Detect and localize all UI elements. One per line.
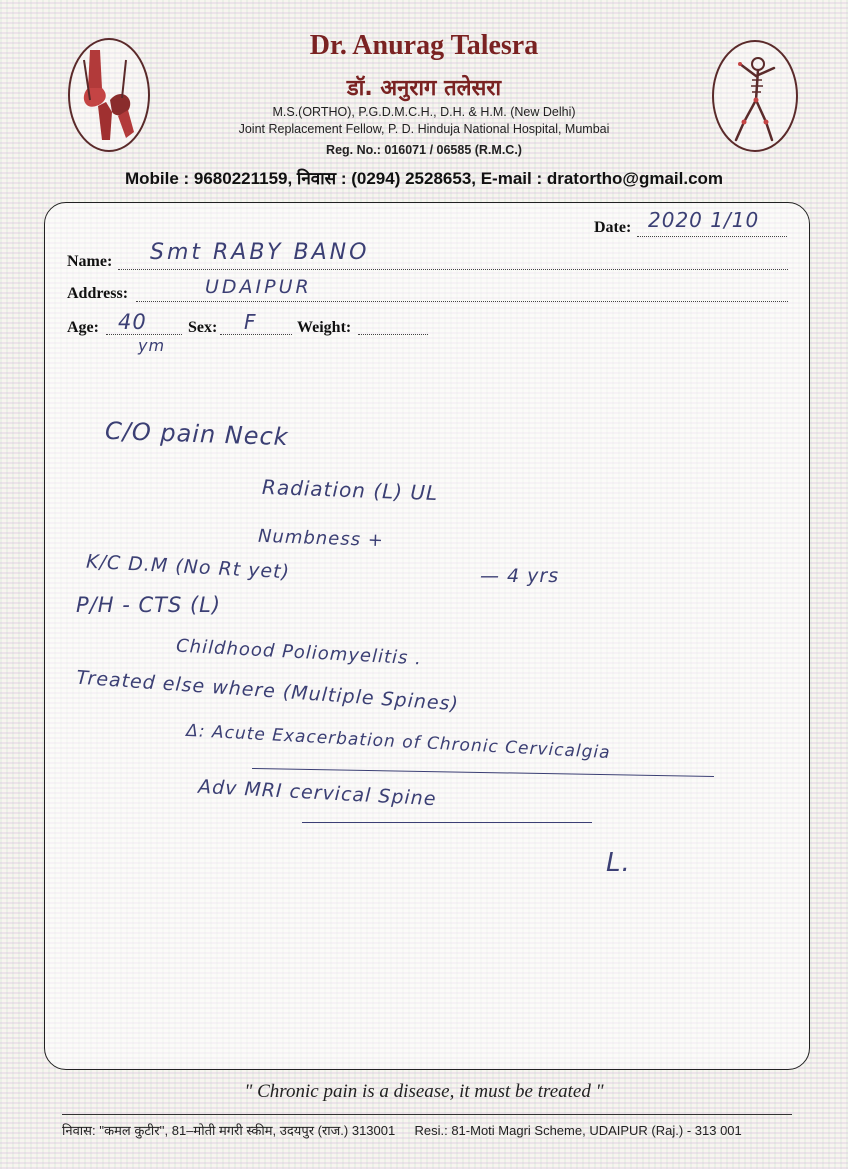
note-past-history: P/H - CTS (L) [76,593,222,617]
doctor-name-hindi: डॉ. अनुराग तलेसरा [346,76,502,101]
note-complaint: C/O pain Neck [104,416,290,452]
age-label: Age: [67,319,99,336]
qualification-line-1: M.S.(ORTHO), P.G.D.M.C.H., D.H. & H.M. (New Delhi) [272,105,576,119]
name-dotted-line [118,269,788,270]
contact-line: Mobile : 9680221159, निवास : (0294) 2528653, E-mail : dratortho@gmail.com [124,169,724,188]
note-advice: Adv MRI cervical Spine [197,775,438,811]
date-dotted-line [637,236,787,237]
name-label: Name: [67,253,113,270]
age-unit: ym [138,336,166,355]
date-value: 2020 1/10 [648,208,760,232]
note-radiation: Radiation (L) UL [261,474,439,506]
note-known-case: K/C D.M (No Rt yet) [85,550,291,584]
footer-address-hindi: निवास: ''कमल कुटीर'', 81–मोती मगरी स्कीम, उदयपुर (राज.) 313001 [62,1123,396,1138]
doctor-name: Dr. Anurag Talesra [309,30,539,61]
footer-address-english: Resi.: 81-Moti Magri Scheme, UDAIPUR (Raj.) - 313 001 [414,1123,742,1138]
note-childhood: Childhood Poliomyelitis . [175,635,423,670]
note-numbness: Numbness + [257,525,385,552]
tagline: " Chronic pain is a disease, it must be treated " [244,1081,604,1102]
sex-value: F [244,310,257,334]
weight-dotted-line [358,334,428,335]
note-duration: — 4 yrs [480,565,560,587]
date-label: Date: [594,219,632,236]
qualification-line-2: Joint Replacement Fellow, P. D. Hinduja National Hospital, Mumbai [238,122,610,136]
name-value: Smt RABY BANO [150,240,370,265]
footer-address [62,1121,802,1139]
prescription-box [44,202,810,1070]
advice-underline [302,822,592,823]
address-label: Address: [67,285,129,302]
age-dotted-line [106,334,182,335]
note-diagnosis: Δ: Acute Exacerbation of Chronic Cervicalgia [185,720,612,764]
footer-divider [62,1114,792,1115]
sex-label: Sex: [188,319,218,336]
sex-dotted-line [220,334,292,335]
age-value: 40 [118,310,147,334]
signature-initial: L. [606,848,631,878]
address-value: UDAIPUR [205,276,312,298]
address-dotted-line [136,301,788,302]
weight-label: Weight: [297,319,352,336]
note-treated: Treated else where (Multiple Spines) [75,666,460,716]
registration-number: Reg. No.: 016071 / 06585 (R.M.C.) [326,143,522,157]
